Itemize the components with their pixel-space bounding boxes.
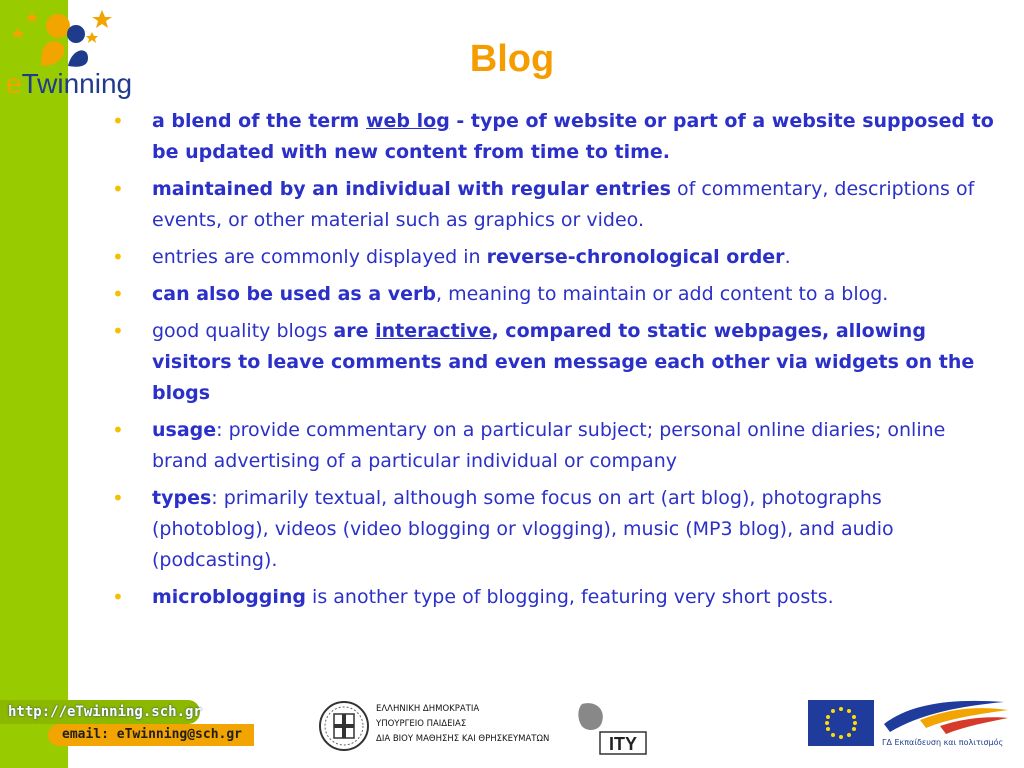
bullet-text: is another type of blogging, featuring very short posts.: [306, 586, 834, 608]
bullet-text: : primarily textual, although some focus on art (art blog), photographs (photoblog), videos (video blogging or vlogging), music (MP3 blog), and audio (podcasting).: [152, 487, 894, 571]
bullet-item: [112, 415, 1002, 477]
bullet-dot-icon: •: [112, 282, 124, 306]
bullet-bold-text: - type of website or part of a website supposed to be updated with new content from time to time.: [152, 110, 994, 163]
bullet-bold-text: usage: [152, 419, 217, 441]
bullet-bold-text: a blend of the term: [152, 110, 366, 132]
footer-url-link[interactable]: http://eTwinning.sch.gr: [0, 700, 200, 724]
bullet-bold-text: , compared to static webpages, allowing visitors to leave comments and even message each other via widgets on the blogs: [152, 320, 975, 404]
bullet-dot-icon: •: [112, 486, 124, 510]
ministry-line-2: ΥΠΟΥΡΓΕΙΟ ΠΑΙΔΕΙΑΣ: [376, 719, 467, 729]
bullet-text: of commentary, descriptions of events, or other material such as graphics or video.: [152, 178, 975, 231]
footer-email-link[interactable]: email: eTwinning@sch.gr: [48, 724, 254, 746]
bullet-text: , meaning to maintain or add content to a blog.: [436, 283, 889, 305]
bullet-bold-text: are: [333, 320, 376, 342]
bullet-dot-icon: •: [112, 177, 124, 201]
bullet-bold-text: can also be used as a verb: [152, 283, 436, 305]
logo-suffix: Twinning: [21, 68, 133, 99]
bullet-dot-icon: •: [112, 319, 124, 343]
bullet-dot-icon: •: [112, 109, 124, 133]
greek-coat-of-arms-icon: [318, 700, 370, 752]
bullet-text: .: [784, 246, 791, 268]
ity-logo-icon: [576, 700, 648, 756]
bullet-bold-text: microblogging: [152, 586, 307, 608]
ministry-line-1: ΕΛΛΗΝΙΚΗ ΔΗΜΟΚΡΑΤΙΑ: [376, 704, 480, 714]
bullet-bold-text: [375, 320, 491, 342]
slide-title: [0, 38, 1024, 81]
bullet-bold-text: maintained by an individual with regular entries: [152, 178, 671, 200]
bullet-text: good quality blogs: [152, 320, 334, 342]
bullet-item: [112, 582, 1002, 613]
bullet-bold-text: [366, 110, 450, 132]
slide-title-text: Blog: [469, 38, 555, 80]
bullet-item: [112, 483, 1002, 576]
eu-caption: ΓΔ Εκπαίδευση και πολιτισμός: [882, 738, 1004, 747]
bullet-text: : provide commentary on a particular subject; personal online diaries; online brand advertising of a particular individual or company: [152, 419, 946, 472]
bullet-item: [112, 242, 1002, 273]
bullet-dot-icon: •: [112, 245, 124, 269]
bullet-dot-icon: •: [112, 418, 124, 442]
bullet-text: entries are commonly displayed in: [152, 246, 487, 268]
bullet-item: [112, 316, 1002, 409]
bullet-bold-text: types: [152, 487, 212, 509]
ministry-line-3: ΔΙΑ ΒΙΟΥ ΜΑΘΗΣΗΣ ΚΑΙ ΘΡΗΣΚΕΥΜΑΤΩΝ: [376, 734, 550, 744]
bullet-dot-icon: •: [112, 585, 124, 609]
ministry-text: [376, 702, 586, 747]
bullet-list: [112, 106, 1002, 619]
ity-logo-text: ITY: [608, 734, 638, 754]
bullet-underlined-term: web log: [365, 110, 450, 132]
bullet-item: [112, 106, 1002, 168]
bullet-bold-text: reverse-chronological order: [486, 246, 785, 268]
bullet-item: [112, 174, 1002, 236]
logo-prefix: e: [6, 68, 22, 99]
eu-flag-icon: [808, 700, 874, 746]
bullet-item: [112, 279, 1002, 310]
lifelong-learning-swoosh-icon: [880, 694, 1010, 740]
bullet-underlined-term: interactive: [375, 320, 492, 342]
left-green-sidebar: [0, 0, 68, 768]
